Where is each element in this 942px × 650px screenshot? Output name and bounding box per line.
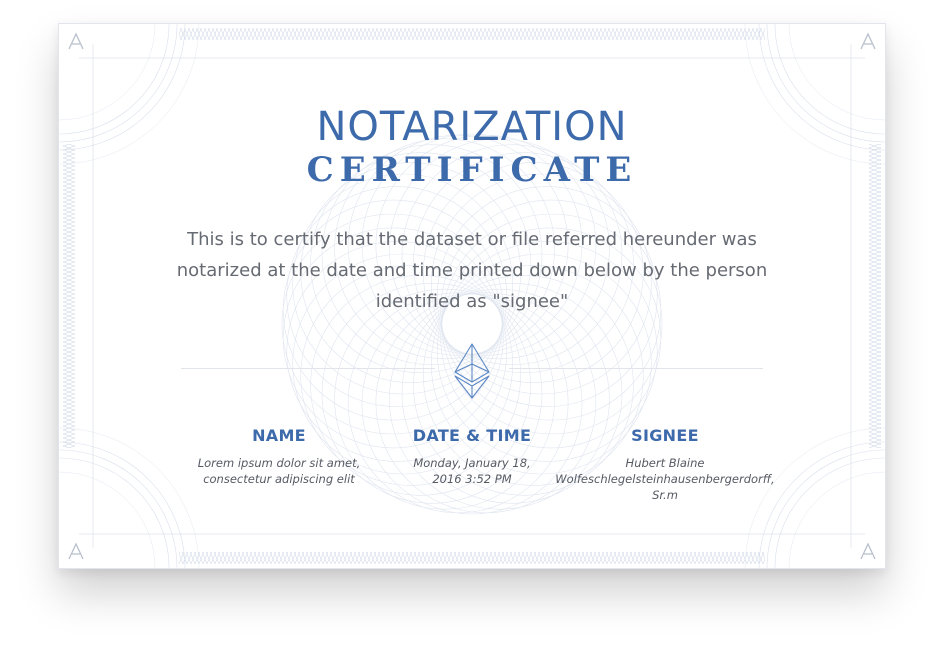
ethereum-icon	[451, 342, 493, 400]
field-name-value: Lorem ipsum dolor sit amet, consectetur adipiscing elit	[197, 456, 361, 486]
divider-right	[509, 368, 763, 369]
corner-a-icon	[67, 32, 85, 50]
field-date-time-label: DATE & TIME	[412, 426, 532, 445]
corner-a-icon	[859, 32, 877, 50]
field-date-time	[372, 426, 572, 487]
field-signee-value: Hubert Blaine Wolfeschlegelsteinhausenbergerdorff, Sr.m	[555, 456, 775, 502]
certificate	[58, 23, 886, 569]
certification-statement: This is to certify that the dataset or file referred hereunder was notarized at the date and time printed down below by the person identified as "signee"	[176, 229, 768, 312]
title-notarization: NOTARIZATION	[316, 104, 628, 150]
title-certificate: CERTIFICATE	[306, 150, 638, 190]
field-name-label: NAME	[252, 426, 306, 445]
corner-a-icon	[67, 542, 85, 560]
field-date-time-value: Monday, January 18, 2016 3:52 PM	[413, 456, 531, 486]
field-signee	[550, 426, 780, 503]
field-signee-label: SIGNEE	[631, 426, 699, 445]
field-name	[179, 426, 379, 487]
divider-left	[181, 368, 435, 369]
corner-a-icon	[859, 542, 877, 560]
